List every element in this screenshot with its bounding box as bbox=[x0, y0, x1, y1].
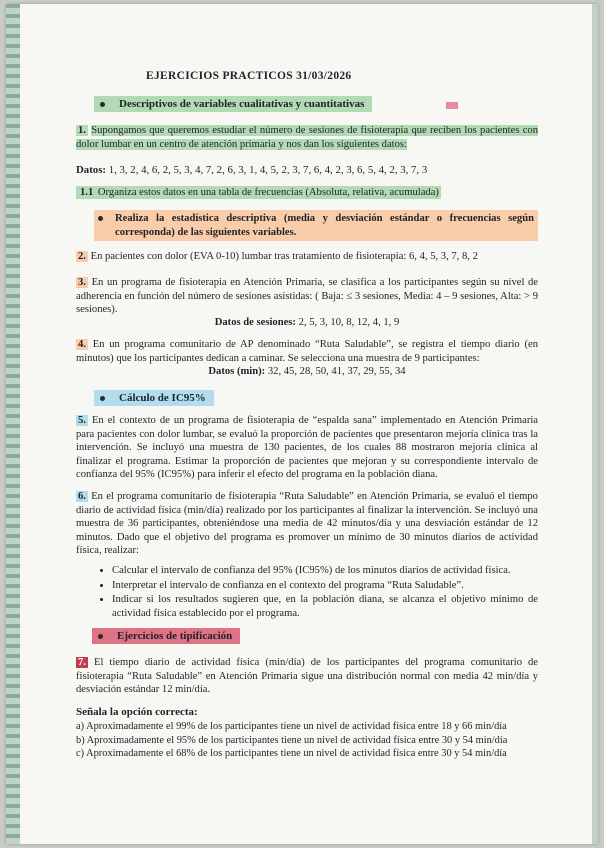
exercise-1-data bbox=[76, 164, 538, 178]
exercise-text: El tiempo diario de actividad física (min/día) de los participantes del programa comunitario de fisioterapia “Ruta Saludable” en Atención Primaria sigue una distribución normal con media 42 min/día y desviación estándar 12 min/día. bbox=[76, 657, 538, 696]
section-heading-text: Descriptivos de variables cualitativas y cuantitativas bbox=[119, 98, 365, 110]
data-label: Datos: bbox=[76, 164, 106, 176]
spiral-binding bbox=[6, 4, 20, 844]
exercise-1-1 bbox=[76, 186, 538, 200]
page-title: EJERCICIOS PRACTICOS 31/03/2026 bbox=[146, 70, 352, 82]
exercise-6 bbox=[76, 490, 538, 558]
exercise-text: En pacientes con dolor (EVA 0-10) lumbar tras tratamiento de fisioterapia: 6, 4, 5, 3, 7, 8, 2 bbox=[90, 251, 478, 262]
exercise-4-data bbox=[76, 365, 538, 379]
data-values: 2, 5, 3, 10, 8, 12, 4, 1, 9 bbox=[298, 317, 400, 328]
exercise-text: En un programa de fisioterapia en Atención Primaria, se clasifica a los participantes según su nivel de adherencia en función del número de sesiones asistidas: ( Baja: ≤ 3 sesiones, Media: 4 – 9 sesiones, Alta: > 9 sesiones). bbox=[76, 277, 538, 316]
section-heading-tipificacion bbox=[76, 630, 538, 644]
exercise-text: En el contexto de un programa de fisioterapia de “espalda sana” implementado en Atención Primaria para pacientes con dolor lumbar, se evaluó la proporción de pacientes que presentaron mejoría clínica tras la intervención. Se incluyó una muestra de 130 pacientes, de los cuales 88 mostraron mejoría clínica al finalizar el programa. Estimar la proporción de pacientes que mejoran y su correspondiente intervalo de confianza del 95% (IC95%) para inferir el efecto del programa en la población diana. bbox=[76, 415, 538, 481]
exercise-number: 4. bbox=[78, 339, 86, 350]
exercise-text: Supongamos que queremos estudiar el número de sesiones de fisioterapia que reciben los pacientes con dolor lumbar en un centro de atención primaria y nos dan los siguientes datos: bbox=[76, 125, 538, 150]
data-values: 1, 3, 2, 4, 6, 2, 5, 3, 4, 7, 2, 6, 3, 1, 4, 5, 2, 3, 7, 6, 4, 2, 3, 6, 5, 4, 2, 3, 7, 3 bbox=[108, 164, 428, 176]
exercise-number: 7. bbox=[78, 657, 86, 668]
section-heading-text: Realiza la estadística descriptiva (media y desviación estándar o frecuencias según corresponda) de las siguientes variables. bbox=[115, 213, 534, 238]
exercise-number: 2. bbox=[78, 251, 86, 262]
section-heading-ic95 bbox=[76, 392, 538, 406]
exercise-4 bbox=[76, 338, 538, 365]
exercise-number: 1. bbox=[78, 125, 86, 136]
bullet-icon bbox=[100, 102, 105, 107]
list-item: • Calcular el intervalo de confianza del 95% (IC95%) de los minutos diarios de actividad física. bbox=[112, 564, 538, 578]
exercise-7-options bbox=[76, 720, 538, 761]
bullet-icon bbox=[98, 634, 103, 639]
exercise-7 bbox=[76, 656, 538, 697]
exercise-number: 3. bbox=[78, 277, 86, 288]
document-page bbox=[6, 4, 598, 844]
data-values: 32, 45, 28, 50, 41, 37, 29, 55, 34 bbox=[267, 366, 406, 377]
exercise-number: 6. bbox=[78, 491, 86, 502]
data-label: Datos de sesiones: bbox=[214, 317, 296, 328]
exercise-3 bbox=[76, 276, 538, 317]
bullet-icon bbox=[98, 216, 103, 221]
section-heading-text: Cálculo de IC95% bbox=[119, 392, 206, 404]
option-b: b) Aproximadamente el 95% de los participantes tiene un nivel de actividad física entre 30 y 54 min/día bbox=[76, 734, 508, 746]
data-label: Datos (min): bbox=[208, 366, 266, 377]
exercise-number: 5. bbox=[78, 415, 86, 426]
exercise-text: En el programa comunitario de fisioterapia “Ruta Saludable” en Atención Primaria, se evaluó el tiempo diario de actividad física (min/día) realizado por los participantes al finalizar la intervención. Se incluyó una muestra de 36 participantes, obteniéndose una media de 42 minutos/día y una desviación estándar de 12 minutos. Dado que el objetivo del programa es promover un mínimo de 30 minutos diarios de actividad física, realizar: bbox=[76, 491, 538, 557]
section-heading-text: Ejercicios de tipificación bbox=[117, 630, 233, 642]
section-heading-estadistica bbox=[76, 210, 538, 241]
exercise-number: 1.1 bbox=[80, 187, 94, 198]
page-edge bbox=[592, 4, 598, 844]
exercise-3-data bbox=[76, 316, 538, 330]
bullet-icon bbox=[100, 396, 105, 401]
exercise-5 bbox=[76, 414, 538, 482]
exercise-2 bbox=[76, 250, 538, 264]
exercise-1 bbox=[76, 124, 538, 151]
list-item: • Interpretar el intervalo de confianza en el contexto del programa “Ruta Saludable”. bbox=[112, 579, 538, 593]
option-a: a) Aproximadamente el 99% de los participantes tiene un nivel de actividad física entre 18 y 66 min/día bbox=[76, 721, 507, 732]
list-item: • Indicar si los resultados sugieren que, en la población diana, se alcanza el objetivo mínimo de actividad física establecido por el programa. bbox=[112, 593, 538, 620]
exercise-text: En un programa comunitario de AP denominado “Ruta Saludable”, se registra el tiempo diario (en minutos) que los participantes dedican a caminar. Se selecciona una muestra de 9 participantes: bbox=[76, 339, 538, 364]
option-c: c) Aproximadamente el 68% de los participantes tiene un nivel de actividad física entre 30 y 54 min/día bbox=[76, 748, 507, 760]
exercise-text: Organiza estos datos en una tabla de frecuencias (Absoluta, relativa, acumulada) bbox=[97, 187, 439, 198]
exercise-7-prompt: Señala la opción correcta: bbox=[76, 706, 198, 718]
exercise-6-items bbox=[76, 564, 538, 621]
section-heading-descriptivos bbox=[76, 98, 538, 112]
